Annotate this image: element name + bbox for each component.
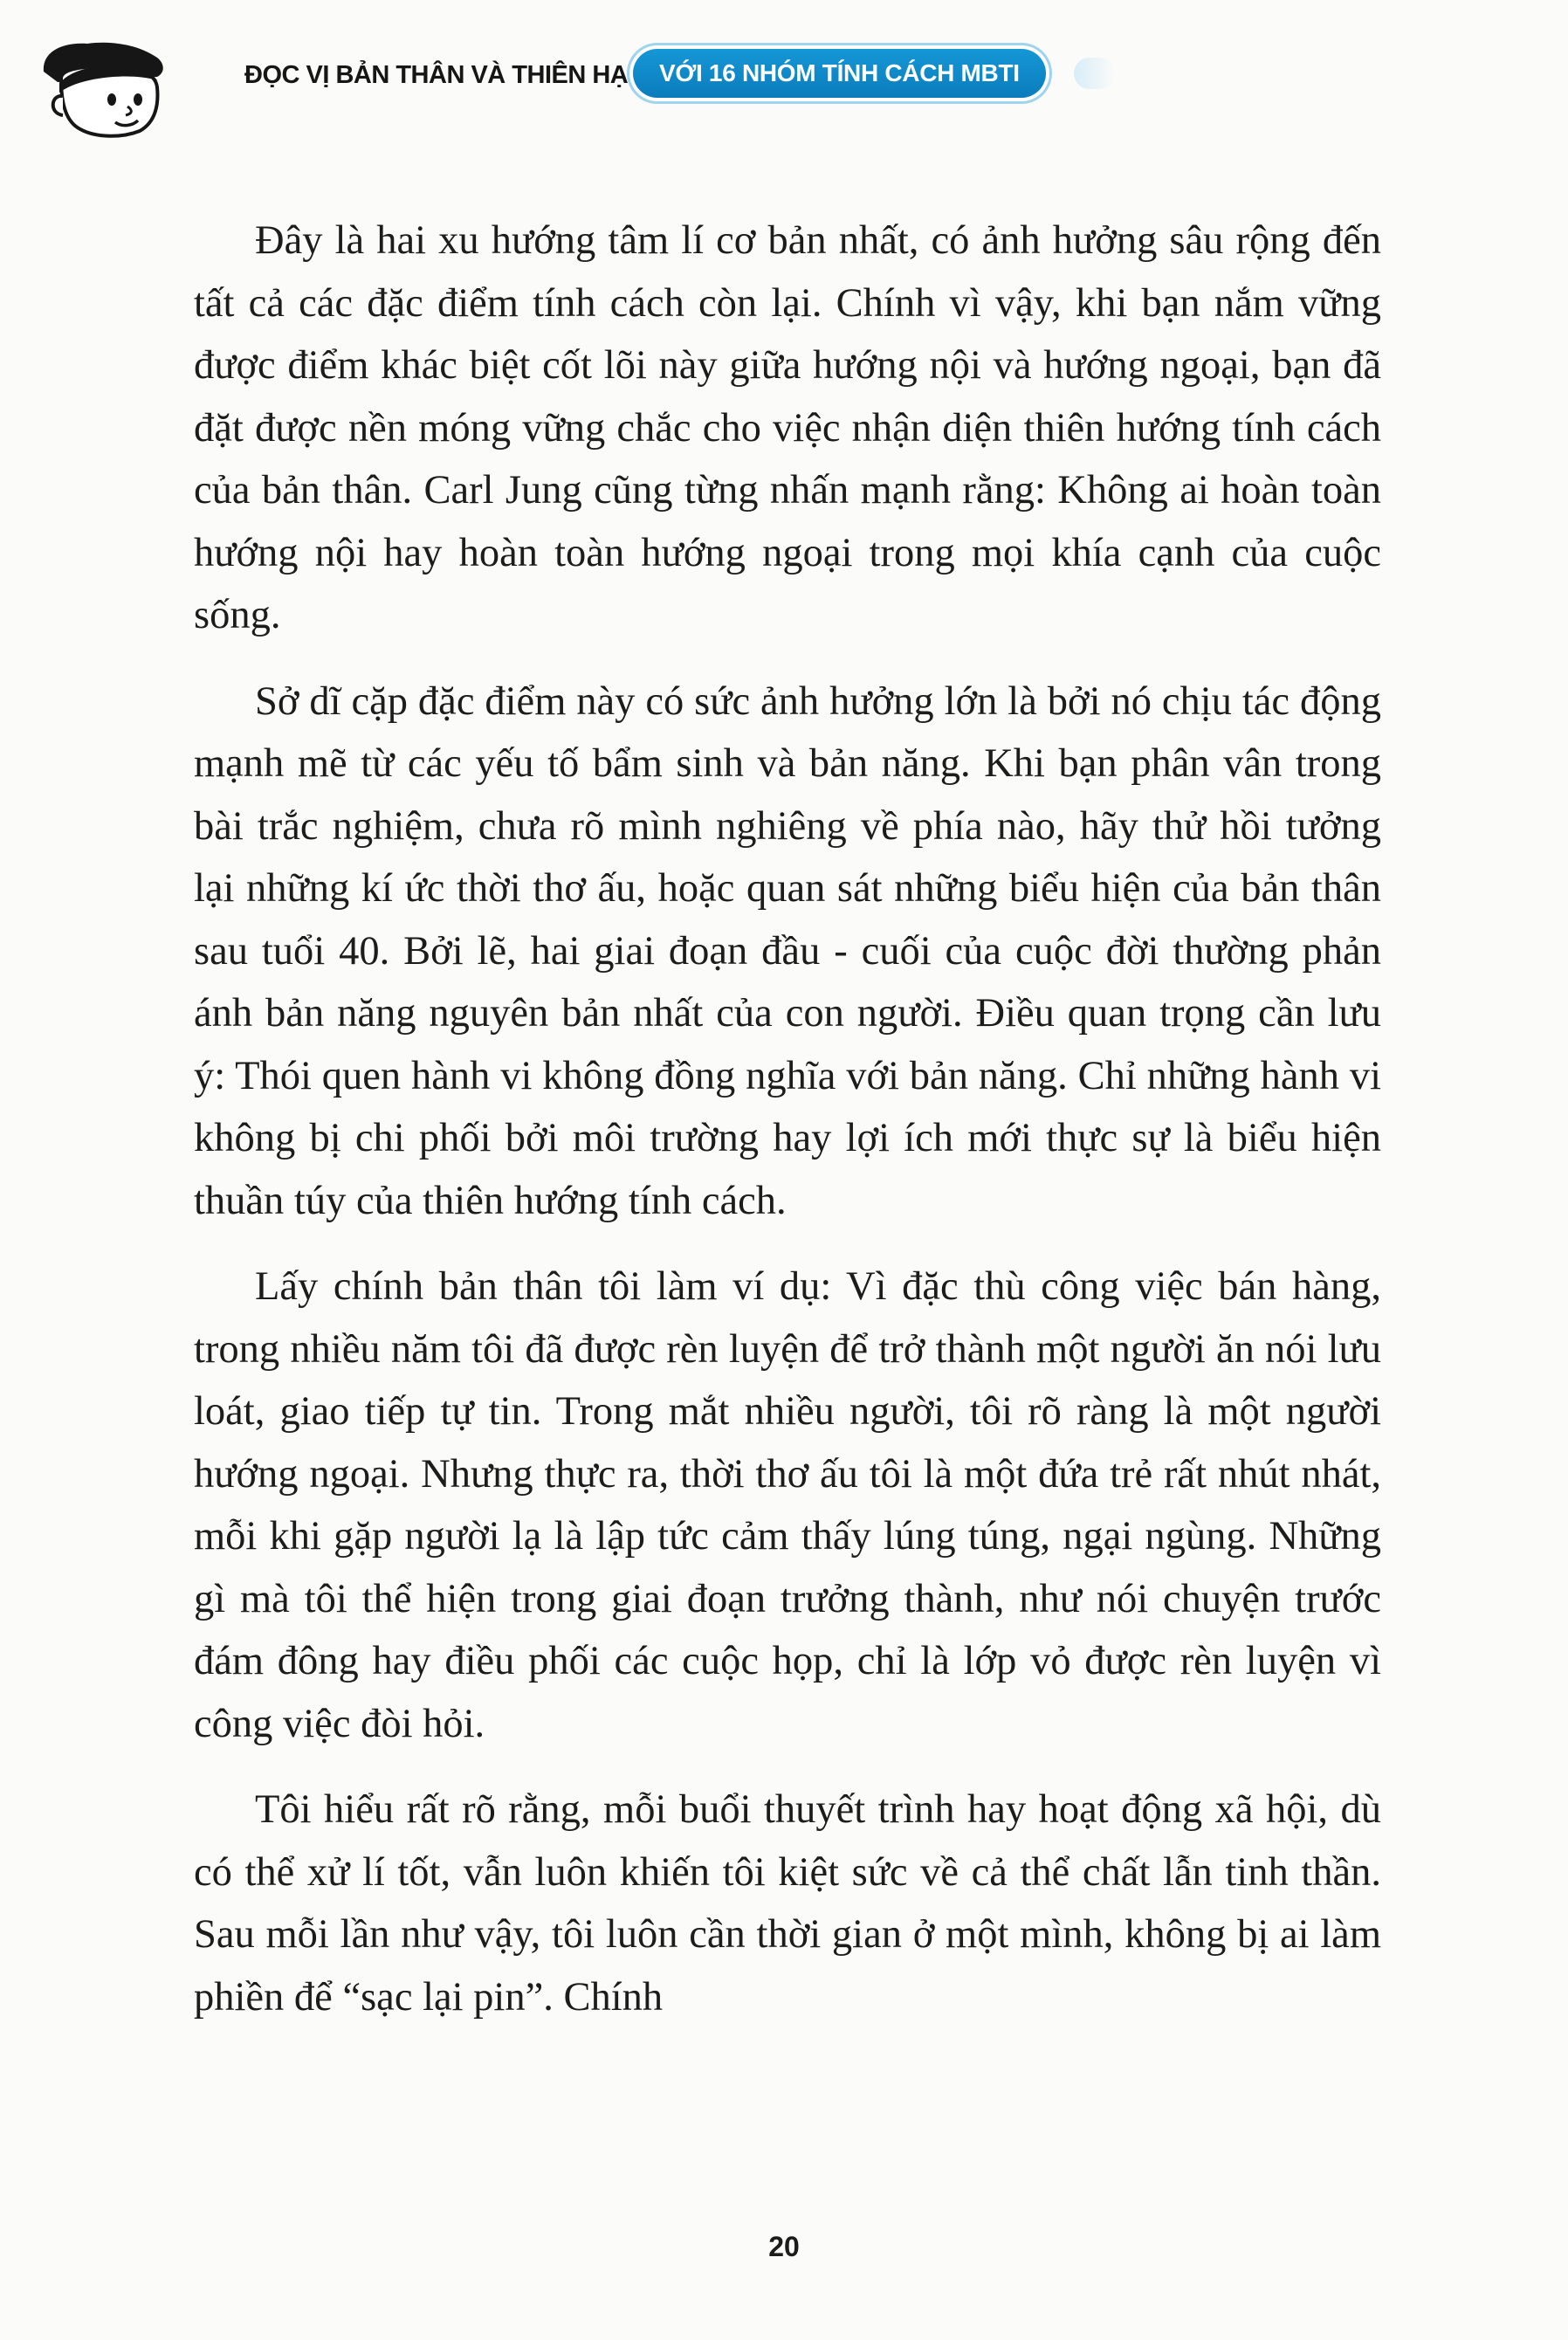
paragraph: Đây là hai xu hướng tâm lí cơ bản nhất, có ảnh hưởng sâu rộng đến tất cả các đặc điểm tính cách còn lại. Chính vì vậy, khi bạn nắm vững được điểm khác biệt cốt lõi này giữa hướng nội và hướng ngoại, bạn đã đặt được nền móng vững chắc cho việc nhận diện thiên hướng tính cách của bản thân. Carl Jung cũng từng nhấn mạnh rằng: Không ai hoàn toàn hướng nội hay hoàn toàn hướng ngoại trong mọi khía cạnh của cuộc sống. — [194, 218, 1381, 637]
subtitle-badge: VỚI 16 NHÓM TÍNH CÁCH MBTI — [633, 49, 1046, 98]
paragraph: Sở dĩ cặp đặc điểm này có sức ảnh hưởng lớn là bởi nó chịu tác động mạnh mẽ từ các yếu tố bẩm sinh và bản năng. Khi bạn phân vân trong bài trắc nghiệm, chưa rõ mình nghiêng về phía nào, hãy thử hồi tưởng lại những kí ức thời thơ ấu, hoặc quan sát những biểu hiện của bản thân sau tuổi 40. Bởi lẽ, hai giai đoạn đầu - cuối của cuộc đời thường phản ánh bản năng nguyên bản nhất của con người. Điều quan trọng cần lưu ý: Thói quen hành vi không đồng nghĩa với bản năng. Chỉ những hành vi không bị chi phối bởi môi trường hay lợi ích mới thực sự là biểu hiện thuần túy của thiên hướng tính cách. — [194, 678, 1381, 1223]
running-header — [35, 35, 1083, 140]
body-text — [194, 210, 1381, 2052]
paragraph: Lấy chính bản thân tôi làm ví dụ: Vì đặc thù công việc bán hàng, trong nhiều năm tôi đã được rèn luyện để trở thành một người ăn nói lưu loát, giao tiếp tự tin. Trong mắt nhiều người, tôi rõ ràng là một người hướng ngoại. Nhưng thực ra, thời thơ ấu tôi là một đứa trẻ rất nhút nhát, mỗi khi gặp người lạ là lập tức cảm thấy lúng túng, ngại ngùng. Những gì mà tôi thể hiện trong giai đoạn trưởng thành, như nói chuyện trước đám đông hay điều phối các cuộc họp, chỉ là lớp vỏ được rèn luyện vì công việc đòi hỏi. — [194, 1264, 1381, 1746]
paragraph: Tôi hiểu rất rõ rằng, mỗi buổi thuyết trình hay hoạt động xã hội, dù có thể xử lí tốt, vẫn luôn khiến tôi kiệt sức về cả thể chất lẫn tinh thần. Sau mỗi lần như vậy, tôi luôn cần thời gian ở một mình, không bị ai làm phiền để “sạc lại pin”. Chính — [194, 1787, 1381, 2020]
badge-decoration — [1074, 58, 1116, 89]
page-number: 20 — [768, 2231, 800, 2262]
cartoon-boy-face-icon — [35, 35, 236, 140]
book-title: ĐỌC VỊ BẢN THÂN VÀ THIÊN HẠ — [244, 61, 629, 89]
